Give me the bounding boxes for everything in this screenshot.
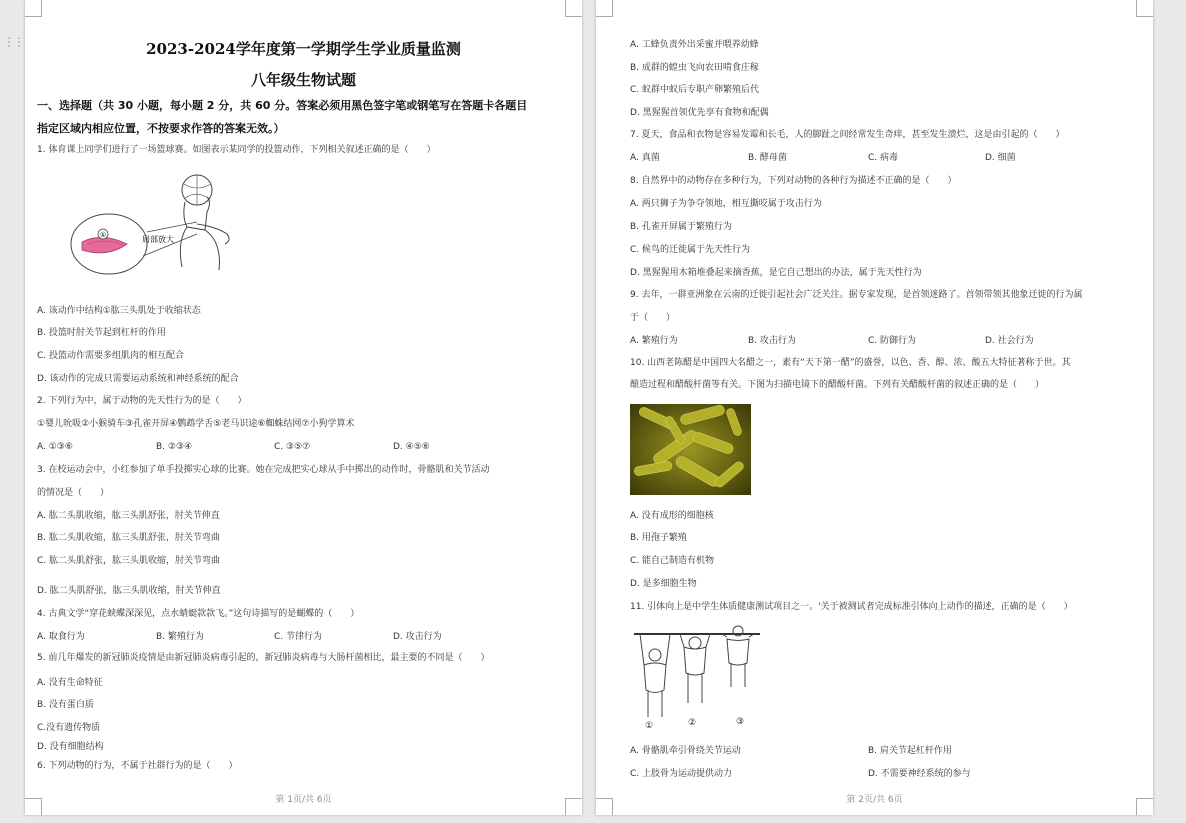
q1-option-c: C. 投篮动作需要多组肌肉的相互配合 [37,351,185,361]
question-4: 4. 古典文学“穿花蛱蝶深深见，点水蜻蜓款款飞。”这句诗描写的是蝴蝶的（ ） [37,609,360,619]
fig11-label-1: ① [645,721,654,730]
q8-option-a: A. 两只狮子为争夺领地，相互撕咬属于攻击行为 [630,199,822,209]
q5-option-c: C.没有遗传物质 [37,723,101,733]
fig11-label-3: ③ [736,717,745,727]
figure-label-zoom: 局部放大 [142,235,174,244]
q2-option-b: B. ②③④ [156,442,193,452]
q3-option-c: C. 肱二头肌舒张，肱三头肌收缩，肘关节弯曲 [37,556,221,566]
question-10-cont: 酿造过程和醋酸杆菌等有关。下图为扫描电镜下的醋酸杆菌。下列有关醋酸杆菌的叙述正确的是（ ） [630,380,1045,390]
q8-option-d: D. 黑猩猩用木箱堆叠起来摘香蕉，是它自己想出的办法，属于先天性行为 [630,268,922,278]
q1-option-d: D. 该动作的完成只需要运动系统和神经系统的配合 [37,374,239,384]
page-number: 第 1页/共 6页 [275,795,332,805]
q5-option-b: B. 没有蛋白质 [37,700,94,710]
q7-option-b: B. 酵母菌 [748,153,787,163]
question-9: 9. 去年，一群亚洲象在云南的迁徙引起社会广泛关注。据专家发现，是首领迷路了。首领带领其他象迁徙的行为属 [630,290,1083,300]
q4-option-d: D. 攻击行为 [393,632,442,642]
q6-option-a: A. 工蜂负责外出采蜜并喂养幼蜂 [630,40,759,50]
q4-option-b: B. 繁殖行为 [156,632,204,642]
q10-option-d: D. 是多细胞生物 [630,579,697,589]
q5-option-d: D. 没有细胞结构 [37,742,104,752]
crop-mark [565,0,582,17]
question-8: 8. 自然界中的动物存在多种行为，下列对动物的各种行为描述不正确的是（ ） [630,176,957,186]
q10-option-b: B. 用孢子繁殖 [630,533,687,543]
q8-option-b: B. 孔雀开屏属于繁殖行为 [630,222,732,232]
q2-option-c: C. ③⑤⑦ [274,442,311,452]
figure-pull-up [632,625,762,730]
q4-option-c: C. 节律行为 [274,632,323,642]
figure-label-1: ① [99,231,107,239]
q10-option-a: A. 没有成形的细胞核 [630,511,714,521]
exam-subtitle: 八年级生物试题 [250,71,356,89]
q3-option-d: D. 肱二头肌舒张，肱三头肌收缩，肘关节伸直 [37,586,221,596]
q3-option-a: A. 肱二头肌收缩，肱三头肌舒张，肘关节伸直 [37,511,220,521]
q9-option-a: A. 繁殖行为 [630,336,678,346]
q9-option-b: B. 攻击行为 [748,336,796,346]
page-1 [25,0,582,815]
question-1: 1. 体育课上同学们进行了一场篮球赛。如图表示某同学的投篮动作，下列相关叙述正确的是（ ） [37,145,436,155]
q6-option-c: C. 蚁群中蚁后专职产卵繁殖后代 [630,85,760,95]
q11-option-b: B. 肩关节起杠杆作用 [868,746,952,756]
crop-mark [596,0,613,17]
q10-option-c: C. 能自己制造有机物 [630,556,715,566]
drag-handle-icon[interactable]: ⋮⋮ [3,35,23,49]
question-3: 3. 在校运动会中，小红参加了单手投掷实心球的比赛。她在完成把实心球从手中掷出的动作时，骨骼肌和关节活动 [37,465,490,475]
fig11-label-2: ② [688,718,697,728]
q11-option-a: A. 骨骼肌牵引骨绕关节运动 [630,746,741,756]
q7-option-d: D. 细菌 [985,153,1016,163]
q2-option-d: D. ④⑤⑥ [393,442,430,452]
question-7: 7. 夏天，食品和衣物是容易发霉和长毛，人的脚趾之间经常发生奇痒，甚至发生溃烂，这是由引起的（ ） [630,130,1065,140]
question-5: 5. 前几年爆发的新冠肺炎疫情是由新冠肺炎病毒引起的，新冠肺炎病毒与大肠杆菌相比，最主要的不同是（ ） [37,653,490,663]
page-2 [596,0,1153,815]
question-2: 2. 下列行为中，属于动物的先天性行为的是（ ） [37,396,247,406]
figure-acetobacter-micrograph [630,404,751,495]
crop-mark [25,0,42,17]
question-9-cont: 于（ ） [630,313,676,323]
figure-basketball-arm [47,172,237,277]
q2-items: ①婴儿吮吸②小猴骑车③孔雀开屏④鹦鹉学舌⑤老马识途⑥蜘蛛结网⑦小狗学算术 [37,419,355,429]
q1-option-b: B. 投篮时肘关节起到杠杆的作用 [37,328,166,338]
exam-title: 2023-2024学年度第一学期学生学业质量监测 [146,40,461,58]
page-number: 第 2页/共 6页 [846,795,903,805]
q9-option-c: C. 防御行为 [868,336,917,346]
question-6: 6. 下列动物的行为，不属于社群行为的是（ ） [37,761,238,771]
question-3-cont: 的情况是（ ） [37,488,110,498]
q4-option-a: A. 取食行为 [37,632,85,642]
q5-option-a: A. 没有生命特征 [37,678,103,688]
q2-option-a: A. ①③⑥ [37,442,73,452]
q11-option-d: D. 不需要神经系统的参与 [868,769,971,779]
q11-option-c: C. 上肢骨为运动提供动力 [630,769,733,779]
q6-option-d: D. 黑猩猩首领优先享有食物和配偶 [630,108,769,118]
q3-option-b: B. 肱二头肌收缩，肱三头肌舒张，肘关节弯曲 [37,533,220,543]
q8-option-c: C. 候鸟的迁徙属于先天性行为 [630,245,751,255]
q6-option-b: B. 成群的蝗虫飞向农田啃食庄稼 [630,63,759,73]
q7-option-a: A. 真菌 [630,153,660,163]
section-heading-cont: 指定区域内相应位置，不按要求作答的答案无效。） [37,122,285,135]
question-10: 10. 山西老陈醋是中国四大名醋之一，素有“天下第一醋”的盛誉，以色、香、醇、浓、酸五大特征著称于世。其 [630,358,1071,368]
q9-option-d: D. 社会行为 [985,336,1034,346]
q1-option-a: A. 该动作中结构①肱三头肌处于收缩状态 [37,306,201,316]
crop-mark [1136,0,1153,17]
q7-option-c: C. 病毒 [868,153,899,163]
question-11: 11. 引体向上是中学生体质健康测试项目之一。'关于被测试者完成标准引体向上动作的描述，正确的是（ ） [630,602,1073,612]
section-heading: 一、选择题（共 30 小题，每小题 2 分，共 60 分。答案必须用黑色签字笔或钢笔写在答题卡各题目 [37,99,528,112]
